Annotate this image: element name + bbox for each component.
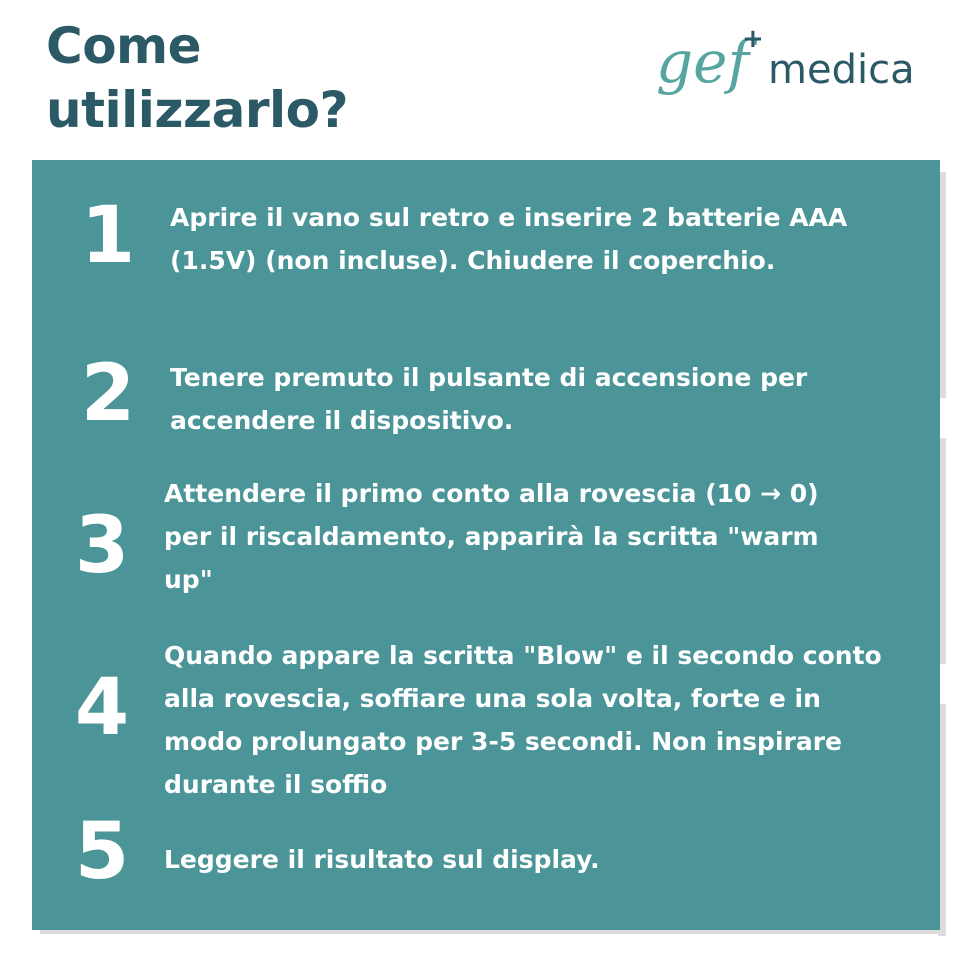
logo-gef-text: gef [656,28,749,96]
page-title [46,14,348,142]
page-title-line-2: utilizzarlo? [46,81,349,139]
gef-medica-logo [656,24,946,130]
step-4-number: 4 [74,663,130,753]
step-1-text: Aprire il vano sul retro e inserire 2 batterie AAA (1.5V) (non incluse). Chiudere il coperchio. [170,203,848,275]
step-3-text: Attendere il primo conto alla rovescia (10 → 0) per il riscaldamento, apparirà la scritta "warm up" [164,479,819,594]
step-5-text: Leggere il risultato sul display. [164,845,600,874]
step-3-number: 3 [74,501,130,591]
logo-plus-sign: + [742,24,764,54]
step-1-number: 1 [80,191,136,281]
step-2-number: 2 [80,349,136,439]
page-title-line-1: Come [46,17,202,75]
step-2-text: Tenere premuto il pulsante di accensione per accendere il dispositivo. [170,363,808,435]
step-5-number: 5 [74,807,130,897]
step-4-text: Quando appare la scritta "Blow" e il secondo conto alla rovescia, soffiare una sola volta, forte e in modo prolungato per 3-5 secondi. Non inspirare durante il soffio [164,641,882,799]
instructions-panel [32,160,940,930]
logo-medica-text: medica [768,47,915,93]
